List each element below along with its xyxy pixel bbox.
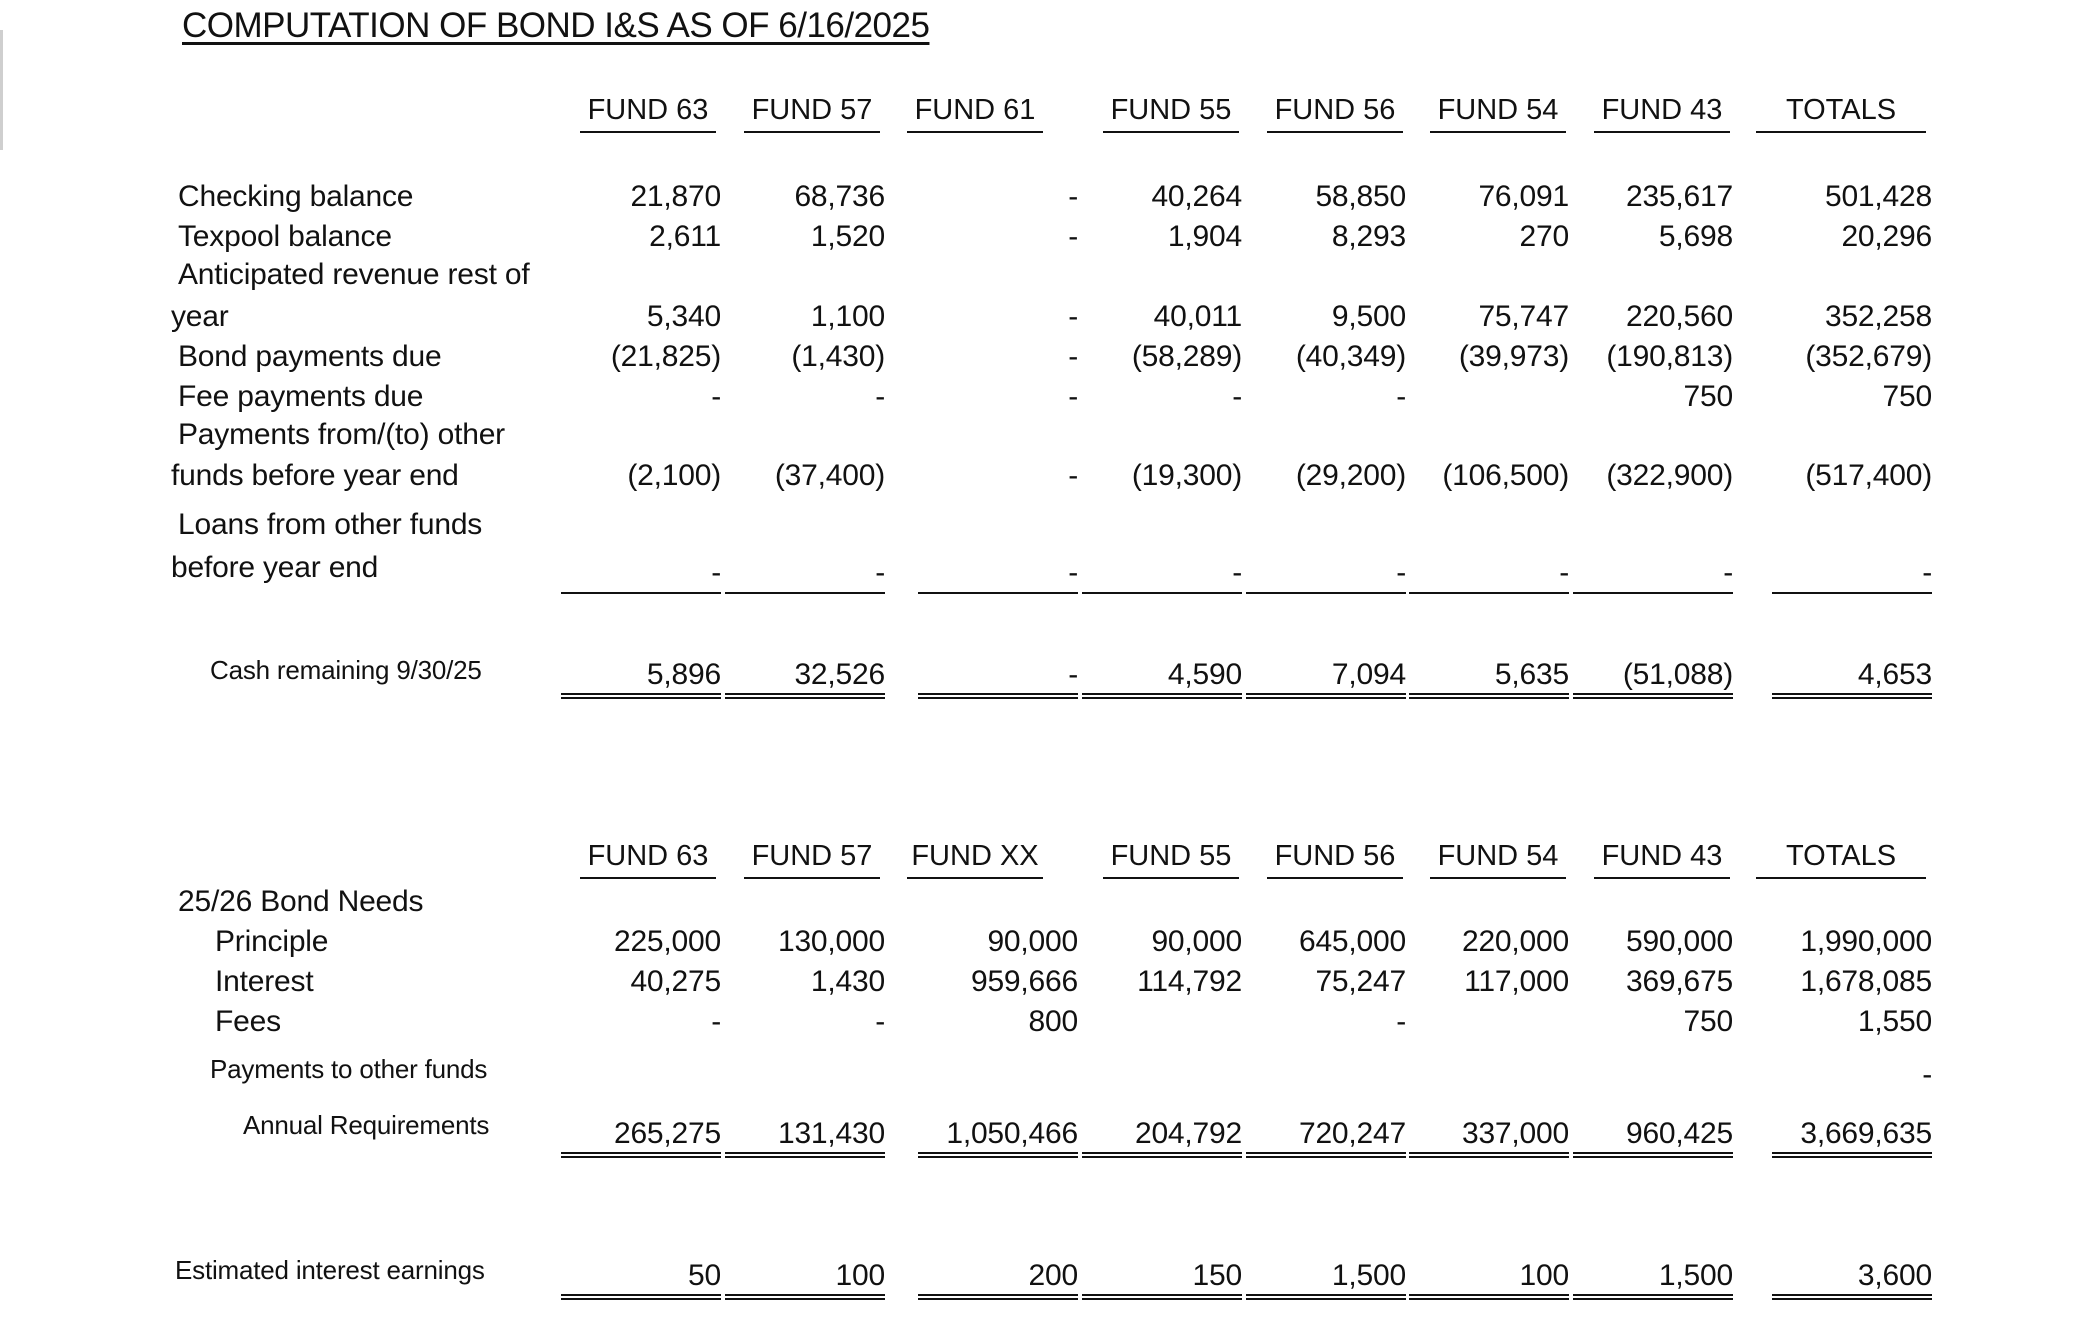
column-header: FUND 55 — [1103, 840, 1239, 879]
total-value: - — [918, 658, 1078, 699]
column-header: FUND 56 — [1267, 94, 1403, 133]
cell-value: - — [725, 556, 885, 594]
interest-value: 1,500 — [1246, 1259, 1406, 1300]
total-value: 5,635 — [1409, 658, 1569, 699]
cell-value: 1,100 — [810, 300, 885, 333]
cell-value: 90,000 — [1151, 925, 1242, 958]
interest-value: 150 — [1082, 1259, 1242, 1300]
cell-value: 1,520 — [810, 220, 885, 253]
cell-value: - — [561, 556, 721, 594]
cell-value: 40,011 — [1153, 300, 1242, 333]
row-label: before year end — [171, 551, 379, 584]
total-label: Cash remaining 9/30/25 — [210, 655, 482, 685]
row-label: funds before year end — [171, 459, 459, 492]
column-header: FUND 54 — [1430, 840, 1566, 879]
cell-value: - — [1068, 340, 1078, 373]
column-header: FUND 54 — [1430, 94, 1566, 133]
total-value: 4,653 — [1772, 658, 1932, 699]
row-label: Fee payments due — [178, 380, 424, 413]
cell-value: (322,900) — [1606, 459, 1733, 492]
cell-value: 1,990,000 — [1800, 925, 1932, 958]
cell-value: (352,679) — [1805, 340, 1932, 373]
cell-value: (21,825) — [610, 340, 721, 373]
cell-value: 352,258 — [1824, 300, 1932, 333]
total-value: 337,000 — [1409, 1117, 1569, 1158]
cell-value: (29,200) — [1295, 459, 1406, 492]
cell-value: 75,747 — [1478, 300, 1569, 333]
total-value: 131,430 — [725, 1117, 885, 1158]
interest-value: 100 — [1409, 1259, 1569, 1300]
column-header: FUND 56 — [1267, 840, 1403, 879]
cell-value: - — [1232, 380, 1242, 413]
cell-value: 369,675 — [1625, 965, 1733, 998]
interest-value: 1,500 — [1573, 1259, 1733, 1300]
cell-value: - — [875, 380, 885, 413]
cell-value: (190,813) — [1606, 340, 1733, 373]
cell-value: - — [711, 380, 721, 413]
cell-value: 75,247 — [1315, 965, 1406, 998]
cell-value: 21,870 — [630, 180, 721, 213]
total-value: 720,247 — [1246, 1117, 1406, 1158]
cell-value: 1,430 — [810, 965, 885, 998]
cell-value: 1,904 — [1167, 220, 1242, 253]
cell-value: 220,560 — [1625, 300, 1733, 333]
cell-value: (40,349) — [1295, 340, 1406, 373]
cell-value: - — [1573, 556, 1733, 594]
cell-value: 590,000 — [1625, 925, 1733, 958]
column-header: TOTALS — [1756, 94, 1926, 133]
interest-value: 50 — [561, 1259, 721, 1300]
total-value: (51,088) — [1573, 658, 1733, 699]
total-label: Annual Requirements — [243, 1110, 490, 1140]
total-value: 32,526 — [725, 658, 885, 699]
cell-value: (39,973) — [1458, 340, 1569, 373]
group-label: 25/26 Bond Needs — [178, 885, 424, 918]
cell-value: 58,850 — [1315, 180, 1406, 213]
cell-value: 5,340 — [646, 300, 721, 333]
page-title: COMPUTATION OF BOND I&S AS OF 6/16/2025 — [182, 6, 930, 45]
column-header: FUND 61 — [907, 94, 1043, 133]
cell-value: - — [1246, 556, 1406, 594]
row-label: Payments to other funds — [210, 1054, 488, 1084]
cell-value: 8,293 — [1331, 220, 1406, 253]
cell-value: 9,500 — [1331, 300, 1406, 333]
total-value: 5,896 — [561, 658, 721, 699]
cell-value: 959,666 — [970, 965, 1078, 998]
total-value: 960,425 — [1573, 1117, 1733, 1158]
cell-value: 1,678,085 — [1800, 965, 1932, 998]
cell-value: 68,736 — [794, 180, 885, 213]
cell-value: 90,000 — [987, 925, 1078, 958]
cell-value: 130,000 — [777, 925, 885, 958]
column-header: FUND 63 — [580, 94, 716, 133]
cell-value: - — [1068, 180, 1078, 213]
cell-value: 235,617 — [1625, 180, 1733, 213]
column-header: FUND 55 — [1103, 94, 1239, 133]
cell-value: - — [711, 1005, 721, 1038]
cell-value: - — [1068, 380, 1078, 413]
cell-value: 645,000 — [1298, 925, 1406, 958]
cell-value: 225,000 — [613, 925, 721, 958]
interest-value: 200 — [918, 1259, 1078, 1300]
cell-value: - — [875, 1005, 885, 1038]
row-label: Fees — [215, 1005, 281, 1038]
cell-value: - — [1068, 300, 1078, 333]
row-label: Checking balance — [178, 180, 414, 213]
cell-value: (19,300) — [1131, 459, 1242, 492]
column-header: FUND 57 — [744, 94, 880, 133]
row-label: year — [171, 300, 229, 333]
cell-value: 750 — [1882, 380, 1932, 413]
cell-value: - — [1396, 1005, 1406, 1038]
cell-value: (58,289) — [1131, 340, 1242, 373]
cell-value: - — [1772, 556, 1932, 594]
cell-value: 114,792 — [1137, 965, 1242, 998]
column-header: FUND 43 — [1594, 840, 1730, 879]
cell-value: 501,428 — [1824, 180, 1932, 213]
column-header: FUND 63 — [580, 840, 716, 879]
cell-value: 270 — [1519, 220, 1569, 253]
cell-value: 750 — [1683, 1005, 1733, 1038]
cell-value: 1,550 — [1857, 1005, 1932, 1038]
column-header: FUND 57 — [744, 840, 880, 879]
row-label: Bond payments due — [178, 340, 442, 373]
cell-value: (517,400) — [1805, 459, 1932, 492]
cell-value: - — [1922, 1058, 1932, 1091]
cell-value: 2,611 — [649, 220, 721, 253]
total-value: 3,669,635 — [1772, 1117, 1932, 1158]
cell-value: 750 — [1683, 380, 1733, 413]
column-header: TOTALS — [1756, 840, 1926, 879]
interest-label: Estimated interest earnings — [175, 1255, 485, 1285]
cell-value: - — [1082, 556, 1242, 594]
row-label: Principle — [215, 925, 329, 958]
cell-value: - — [1068, 220, 1078, 253]
row-label: Texpool balance — [178, 220, 392, 253]
cell-value: 76,091 — [1478, 180, 1569, 213]
interest-value: 100 — [725, 1259, 885, 1300]
cell-value: 40,275 — [630, 965, 721, 998]
cell-value: (1,430) — [791, 340, 885, 373]
cell-value: 40,264 — [1151, 180, 1242, 213]
total-value: 7,094 — [1246, 658, 1406, 699]
cell-value: 800 — [1028, 1005, 1078, 1038]
left-edge-mark — [0, 30, 3, 150]
row-label: Anticipated revenue rest of — [178, 258, 530, 291]
cell-value: (37,400) — [774, 459, 885, 492]
row-label: Interest — [215, 965, 314, 998]
cell-value: - — [918, 556, 1078, 594]
cell-value: 5,698 — [1658, 220, 1733, 253]
interest-value: 3,600 — [1772, 1259, 1932, 1300]
cell-value: - — [1068, 459, 1078, 492]
total-value: 204,792 — [1082, 1117, 1242, 1158]
row-label: Loans from other funds — [178, 508, 483, 541]
cell-value: - — [1409, 556, 1569, 594]
cell-value: (106,500) — [1442, 459, 1569, 492]
cell-value: - — [1396, 380, 1406, 413]
cell-value: 220,000 — [1461, 925, 1569, 958]
cell-value: 20,296 — [1841, 220, 1932, 253]
cell-value: 117,000 — [1464, 965, 1569, 998]
column-header: FUND XX — [907, 840, 1043, 879]
row-label: Payments from/(to) other — [178, 418, 505, 451]
total-value: 265,275 — [561, 1117, 721, 1158]
total-value: 1,050,466 — [918, 1117, 1078, 1158]
cell-value: (2,100) — [627, 459, 721, 492]
total-value: 4,590 — [1082, 658, 1242, 699]
column-header: FUND 43 — [1594, 94, 1730, 133]
